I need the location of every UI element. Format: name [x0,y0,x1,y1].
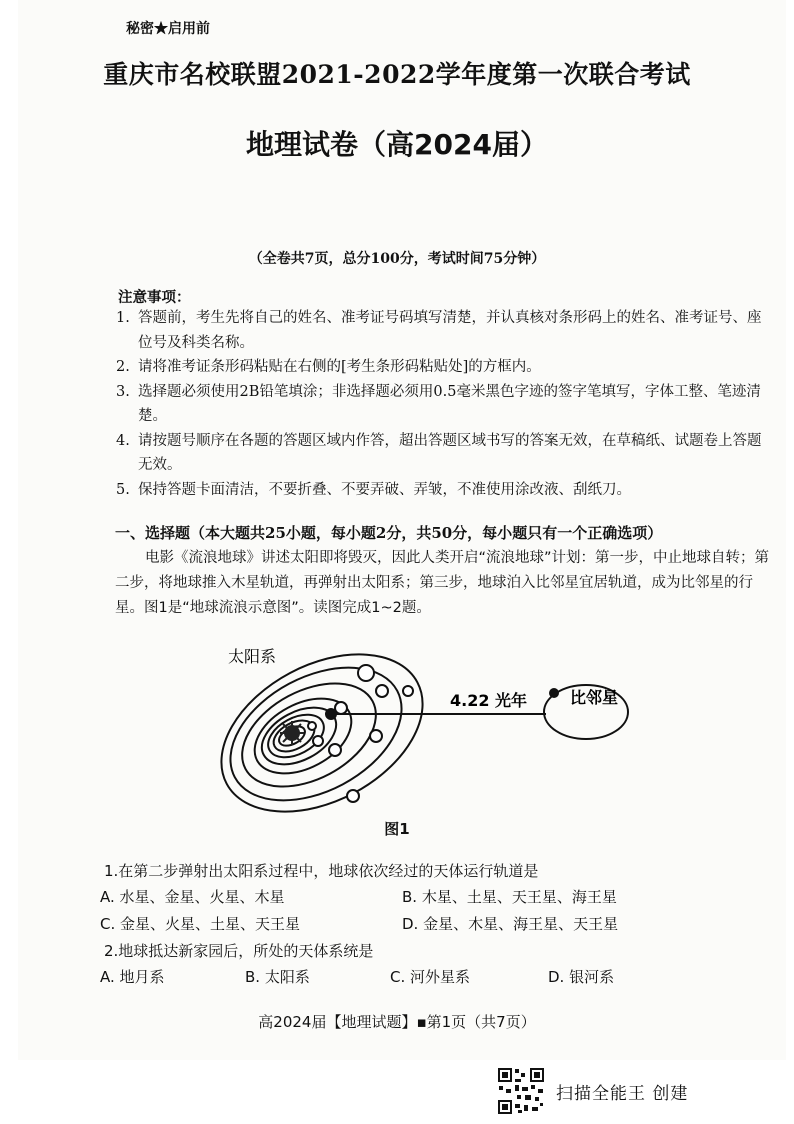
note-text: 请将准考证条形码粘贴在右侧的[考生条形码粘贴处]的方框内。 [138,359,541,375]
option-letter: B. [245,968,261,986]
qr-code-icon [497,1067,545,1115]
notes-list [108,306,768,502]
scanner-watermark: 扫描全能王 创建 [556,1084,689,1104]
figure-caption: 图1 [384,820,410,838]
option-letter: A. [100,968,115,986]
notes-heading: 注意事项： [118,289,191,306]
note-item [108,355,768,380]
note-number: 3. [116,383,130,400]
answer-option[interactable] [390,966,470,987]
note-item [108,380,768,429]
planet-icon [313,736,323,746]
option-letter: C. [100,915,116,933]
exam-title: 重庆市名校联盟2021-2022学年度第一次联合考试 [103,60,691,89]
planet-icon [376,685,388,697]
planet-icon [308,722,316,730]
note-text: 请按题号顺序在各题的答题区域内作答，超出答题区域书写的答案无效，在草稿纸、试题卷上答题无效。 [138,432,762,473]
question-stem: 2.地球抵达新家园后，所处的天体系统是 [104,942,374,960]
note-number: 4. [116,432,130,449]
wandering-earth-diagram [210,638,630,848]
option-text: 太阳系 [264,968,310,986]
answer-option[interactable] [100,886,285,907]
note-item [108,429,768,478]
option-text: 河外星系 [410,968,471,986]
answer-option[interactable] [402,886,617,907]
note-number: 1. [116,310,130,326]
planet-icon [329,744,341,756]
planet-icon [358,665,374,681]
answer-option[interactable] [100,913,300,934]
note-text: 答题前，考生先将自己的姓名、准考证号码填写清楚，并认真核对条形码上的姓名、准考证号、座位号及科类名称。 [138,310,762,351]
section-heading: 一、选择题（本大题共25小题，每小题2分，共50分，每小题只有一个正确选项） [115,524,663,542]
exam-subtitle: 地理试卷（高2024届） [246,128,548,161]
answer-option[interactable] [548,966,614,987]
note-number: 5. [116,481,130,498]
option-text: 地月系 [119,968,165,986]
option-text: 金星、木星、海王星、天王星 [423,915,619,933]
proxima-star-icon [549,688,559,698]
note-number: 2. [116,359,130,375]
planet-icon [370,730,382,742]
option-text: 木星、土星、天王星、海王星 [421,888,617,906]
option-letter: B. [402,888,418,906]
planet-icon [403,686,413,696]
sun-icon [280,721,304,745]
secret-label: 秘密★启用前 [126,21,210,37]
note-text: 选择题必须使用2B铅笔填涂；非选择题必须用0.5毫米黑色字迹的签字笔填写，字体工整、笔迹清楚。 [138,383,761,424]
planet-icon [347,790,359,802]
planet-icon [335,702,347,714]
exam-info: （全卷共7页，总分100分，考试时间75分钟） [248,251,546,267]
note-text: 保持答题卡面清洁，不要折叠、不要弄破、弄皱，不准使用涂改液、刮纸刀。 [138,481,631,498]
option-text: 银河系 [569,968,615,986]
note-item [108,306,768,355]
solar-system-label: 太阳系 [228,647,277,666]
option-text: 水星、金星、火星、木星 [119,888,285,906]
answer-option[interactable] [245,966,310,987]
distance-label: 4.22 光年 [450,691,528,710]
option-letter: C. [390,968,406,986]
proxima-label: 比邻星 [570,688,619,707]
answer-option[interactable] [100,966,165,987]
section-intro: 电影《流浪地球》讲述太阳即将毁灭，因此人类开启“流浪地球”计划：第一步，中止地球自转；第二步，将地球推入木星轨道，再弹射出太阳系；第三步，地球泊入比邻星宜居轨道，成为比邻星的行星。图1是“地球流浪示意图”。读图完成1~2题。 [115,550,770,616]
option-text: 金星、火星、土星、天王星 [120,915,301,933]
option-letter: D. [402,915,419,933]
earth-icon [325,708,337,720]
answer-option[interactable] [402,913,618,934]
option-letter: D. [548,968,565,986]
page-footer: 高2024届【地理试题】▪第1页（共7页） [258,1013,536,1031]
question-stem: 1.在第二步弹射出太阳系过程中，地球依次经过的天体运行轨道是 [104,862,539,880]
note-item [108,478,768,503]
option-letter: A. [100,888,115,906]
